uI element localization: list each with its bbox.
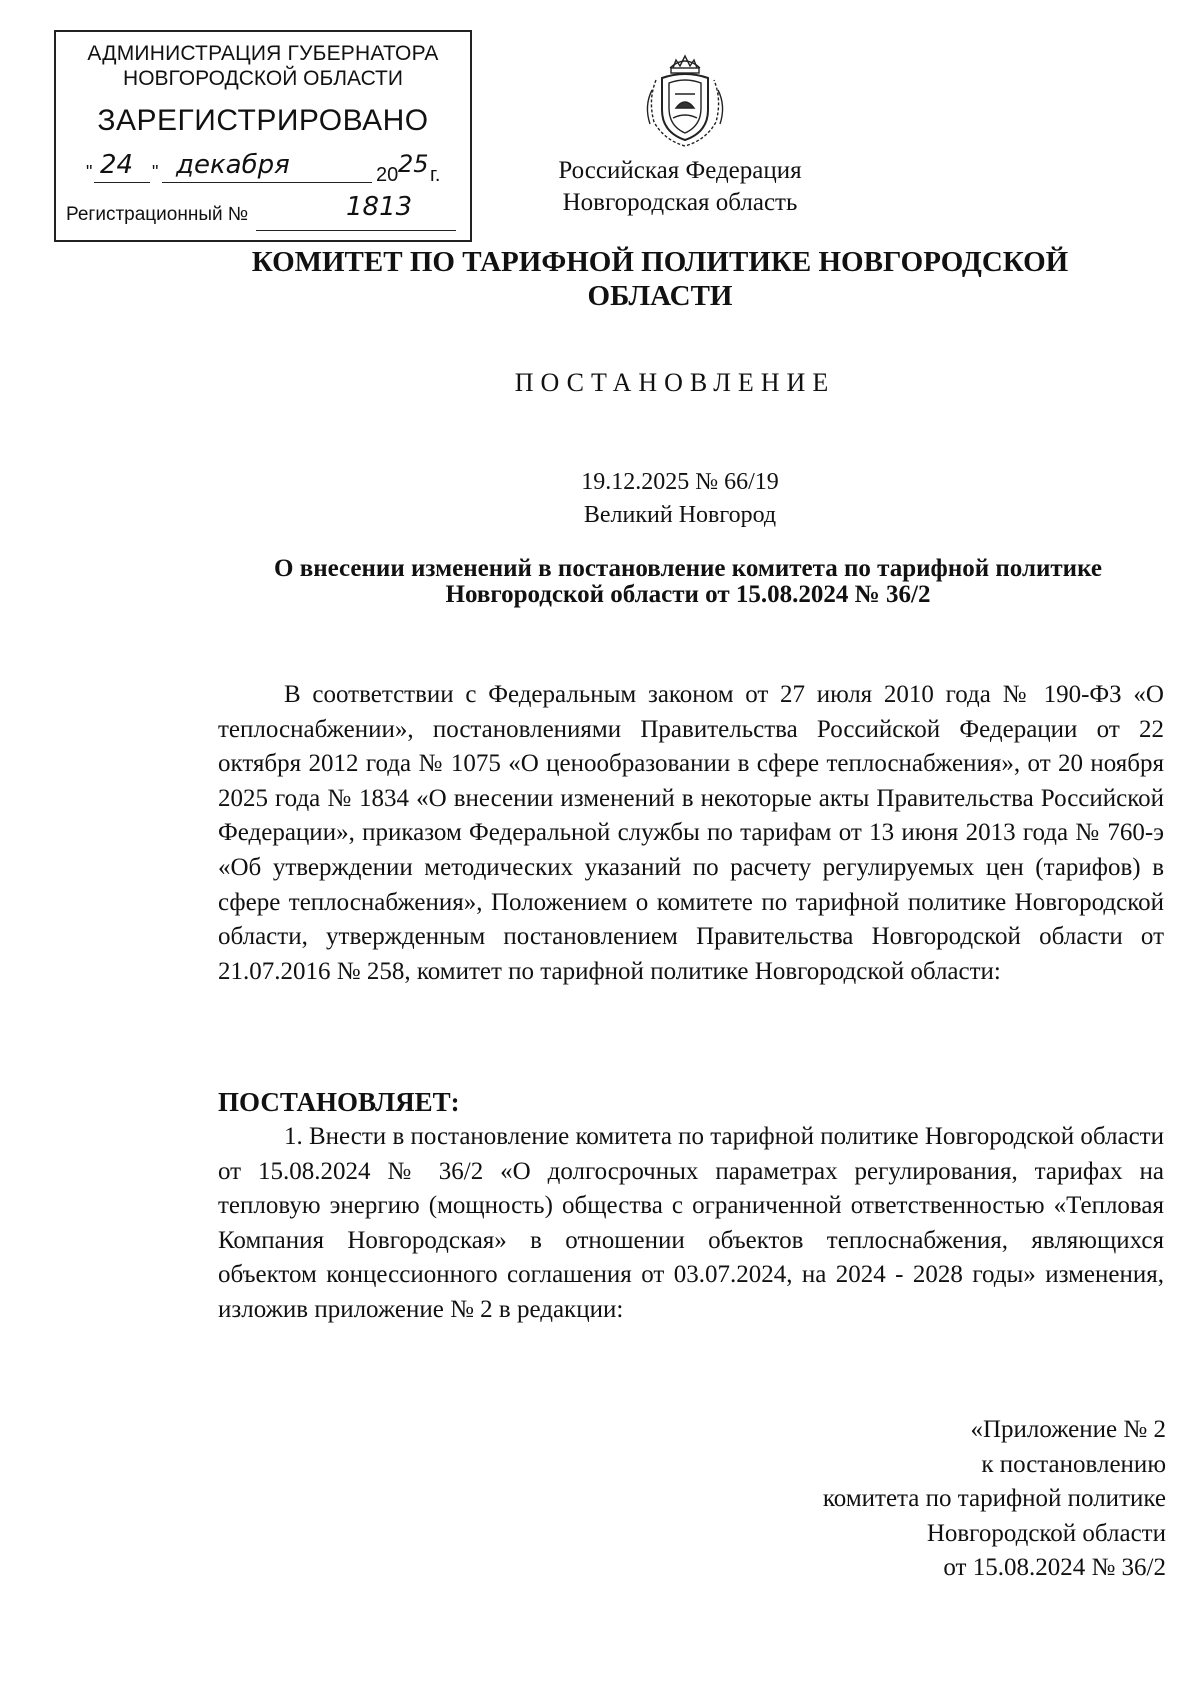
stamp-date-row: " 24 " декабря 20 25 г.	[86, 150, 441, 186]
clause-1-paragraph: 1. Внести в постановление комитета по тарифной политике Новгородской области от 15.08.2024 № 36/2 «О долгосрочных параметрах регулирования, тарифах на тепловую энергию (мощность) общества с ограниченной ответственностью «Тепловая Компания Новгородская» в отношении объектов теплоснабжения, являющихся объектом концессионного соглашения от 03.07.2024, на 2024 - 2028 годы» изменения, изложив приложение № 2 в редакции:	[218, 1123, 1164, 1323]
stamp-year-suffix: 25	[398, 150, 429, 178]
stamp-line-2: НОВГОРОДСКОЙ ОБЛАСТИ	[123, 67, 403, 90]
stamp-month: декабря	[176, 150, 290, 180]
committee-title: КОМИТЕТ ПО ТАРИФНОЙ ПОЛИТИКЕ НОВГОРОДСКОЙ ОБЛАСТИ	[251, 246, 1069, 312]
stamp-year-prefix: 20	[376, 164, 399, 186]
document-subject: О внесении изменений в постановление комитета по тарифной политике Новгородской области от 15.08.2024 № 36/2	[274, 555, 1102, 608]
appendix-line-4: Новгородской области	[926, 1519, 1166, 1547]
appendix-line-1: «Приложение № 2	[970, 1416, 1166, 1443]
appendix-line-3: комитета по тарифной политике	[822, 1485, 1166, 1513]
registration-stamp	[54, 30, 472, 242]
appendix-line-5: от 15.08.2024 № 36/2	[943, 1554, 1166, 1582]
appendix-line-2: к постановлению	[981, 1450, 1166, 1478]
federation-header	[520, 155, 840, 219]
stamp-line-1: АДМИНИСТРАЦИЯ ГУБЕРНАТОРА	[87, 42, 439, 65]
decree-heading: ПОСТАНОВЛЯЕТ:	[218, 1087, 460, 1117]
appendix-header	[700, 1413, 1166, 1586]
preamble-paragraph: В соответствии с Федеральным законом от 27 июля 2010 года № 190-ФЗ «О теплоснабжении», постановлениями Правительства Российской Федерации от 22 октября 2012 года № 1075 «О ценообразовании в сфере теплоснабжения», от 20 ноября 2025 года № 1834 «О внесении изменений в некоторые акты Правительства Российской Федерации», приказом Федеральной службы по тарифам от 13 июня 2013 года № 760-э «Об утверждении методических указаний по расчету регулируемых цен (тарифов) в сфере теплоснабжения», Положением о комитете по тарифной политике Новгородской области, утвержденным постановлением Правительства Новгородской области от 21.07.2016 № 258, комитет по тарифной политике Новгородской области:	[218, 681, 1164, 985]
document-date-block	[520, 466, 840, 532]
stamp-day: 24	[100, 150, 134, 180]
stamp-year-mark: г.	[430, 164, 441, 186]
stamp-registered: ЗАРЕГИСТРИРОВАНО	[97, 104, 429, 137]
region-name: Новгородская область	[562, 189, 798, 216]
document-city: Великий Новгород	[583, 502, 777, 528]
document-date-number: 19.12.2025 № 66/19	[581, 469, 779, 495]
coat-of-arms-icon	[640, 50, 730, 150]
stamp-reg-label: Регистрационный №	[66, 204, 249, 225]
document-type: ПОСТАНОВЛЕНИЕ	[514, 368, 836, 397]
stamp-reg-number: 1813	[346, 192, 413, 222]
federation-name: Российская Федерация	[558, 157, 802, 184]
